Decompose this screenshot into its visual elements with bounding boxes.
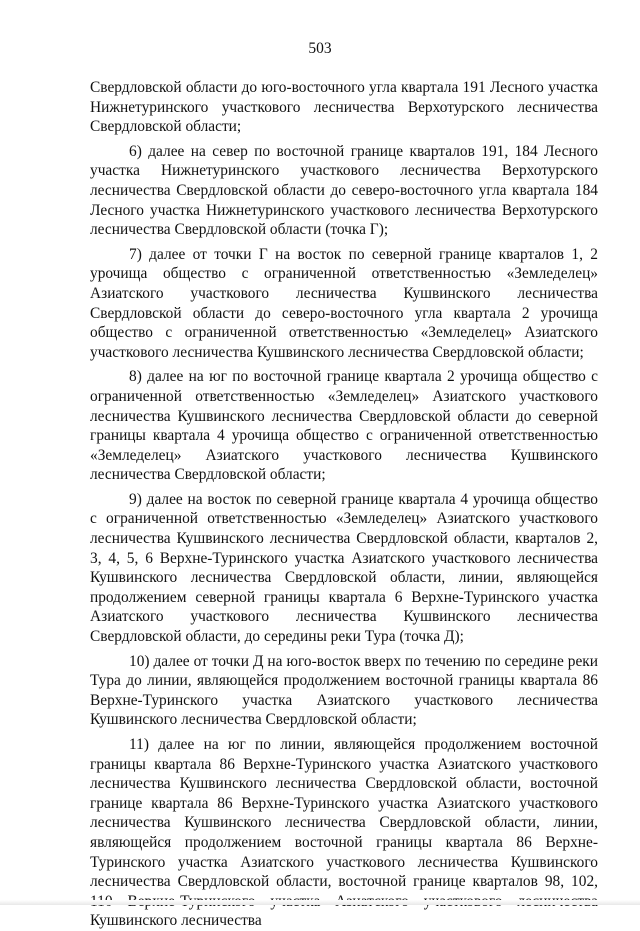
paragraph-item-9: 9) далее на восток по северной границе квартала 4 урочища общество с ограниченной ответственностью «Земледелец» Азиатского участкового лесничества Кушвинского лесничества Свердловской области, кварталов 2, 3, 4, 5, 6 Верхне-Туринского участка Азиатского участкового лесничества Кушвинского лесничества Свердловской области, линии, являющейся продолжением северной границы квартала 6 Верхне-Туринского участка Азиатского участкового лесничества Кушвинского лесничества Свердловской области, до середины реки Тура (точка Д); <box>90 490 598 646</box>
paragraph-item-6: 6) далее на север по восточной границе кварталов 191, 184 Лесного участка Нижнетуринского участкового лесничества Верхотурского лесничества Свердловской области до северо-восточного угла квартала 184 Лесного участка Нижнетуринского участкового лесничества Верхотурского лесничества Свердловской области (точка Г); <box>90 142 598 239</box>
paragraph-continuation: Свердловской области до юго-восточного угла квартала 191 Лесного участка Нижнетуринского участкового лесничества Верхотурского лесничества Свердловской области; <box>90 79 598 136</box>
paragraph-item-8: 8) далее на юг по восточной границе квартала 2 урочища общество с ограниченной ответственностью «Земледелец» Азиатского участкового лесничества Кушвинского лесничества Свердловской области до северной границы квартала 4 урочища общество с ограниченной ответственностью «Земледелец» Азиатского участкового лесничества Кушвинского лесничества Свердловской области; <box>90 368 598 484</box>
paragraph-item-11: 11) далее на юг по линии, являющейся продолжением восточной границы квартала 86 Верхне-Туринского участка Азиатского участкового лесничества Кушвинского лесничества Свердловской области, восточной границе квартала 86 Верхне-Туринского участка Азиатского участкового лесничества Кушвинского лесничества Свердловской области, линии, являющейся продолжением восточной границы квартала 86 Верхне-Туринского участка Азиатского участкового лесничества Кушвинского лесничества Свердловской области, восточной границе кварталов 98, 102, Кушвинского лесничества <box>90 736 598 930</box>
page-bottom-edge <box>0 900 640 905</box>
paragraph-item-7: 7) далее от точки Г на восток по северной границе кварталов 1, 2 урочища общество с ограниченной ответственностью «Земледелец» Азиатского участкового лесничества Кушвинского лесничества Свердловской области до северо-восточного угла квартала 2 урочища общество с ограниченной ответственностью «Земледелец» Азиатского участкового лесничества Кушвинского лесничества Свердловской области; <box>90 245 598 361</box>
page-number: 503 <box>308 40 332 57</box>
paragraph-item-10: 10) далее от точки Д на юго-восток вверх по течению по середине реки Тура до линии, являющейся продолжением восточной границы квартала 86 Верхне-Туринского участка Азиатского участкового лесничества Кушвинского лесничества Свердловской области; <box>90 652 598 729</box>
document-body <box>90 78 598 931</box>
